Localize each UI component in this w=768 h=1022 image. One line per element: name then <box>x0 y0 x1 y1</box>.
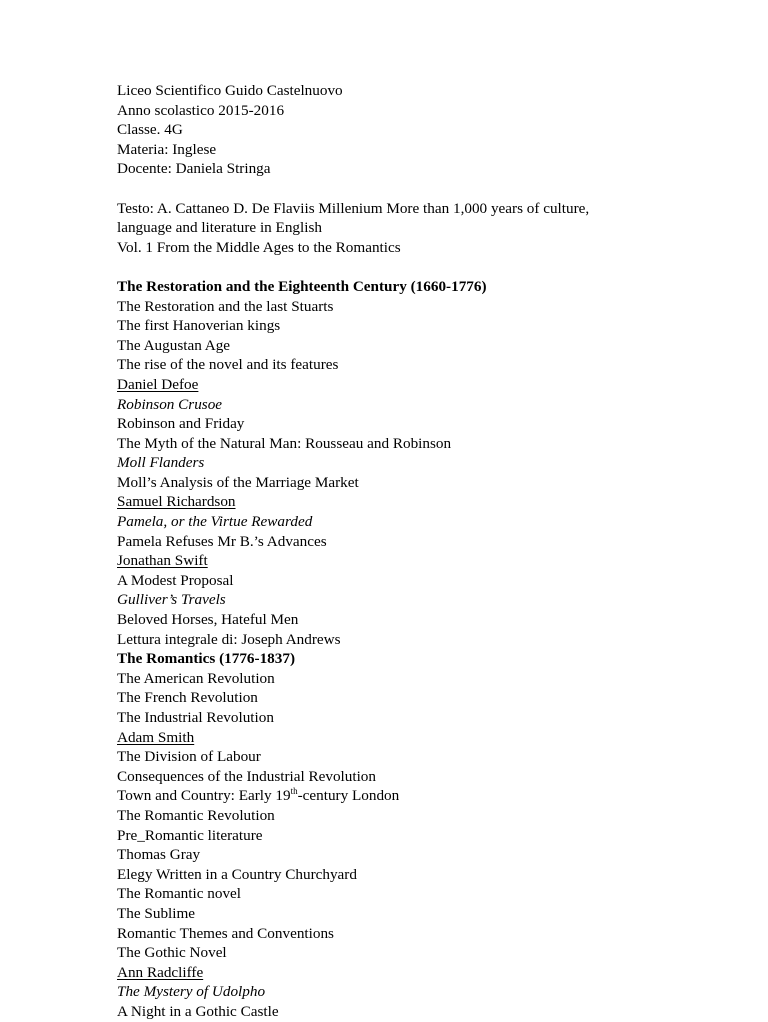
list-item: The rise of the novel and its features <box>117 356 339 374</box>
author-jonathan-swift: Jonathan Swift <box>117 552 208 570</box>
author-daniel-defoe: Daniel Defoe <box>117 375 199 393</box>
list-item: Romantic Themes and Conventions <box>117 924 334 942</box>
list-item: Moll’s Analysis of the Marriage Market <box>117 473 359 491</box>
teacher-label: Docente: Daniela Stringa <box>117 160 271 178</box>
textbook-line-3: Vol. 1 From the Middle Ages to the Romantics <box>117 238 401 256</box>
author-samuel-richardson: Samuel Richardson <box>117 493 236 511</box>
section-title-restoration: The Restoration and the Eighteenth Century (1660-1776) <box>117 277 487 295</box>
work-title: Gulliver’s Travels <box>117 591 226 609</box>
list-item: The Romantic novel <box>117 885 241 903</box>
list-item: The Augustan Age <box>117 336 231 354</box>
list-item: A Modest Proposal <box>117 571 234 589</box>
list-item: Pamela Refuses Mr B.’s Advances <box>117 532 327 550</box>
textbook-line-1: Testo: A. Cattaneo D. De Flaviis Millenium More than 1,000 years of culture, <box>117 199 590 217</box>
author-ann-radcliffe: Ann Radcliffe <box>117 963 204 981</box>
list-item: Lettura integrale di: Joseph Andrews <box>117 630 341 648</box>
list-item: The French Revolution <box>117 689 258 707</box>
list-item: Pre_Romantic literature <box>117 826 263 844</box>
school-name: Liceo Scientifico Guido Castelnuovo <box>117 82 343 99</box>
section-title-romantics: The Romantics (1776-1837) <box>117 650 296 668</box>
list-item: The first Hanoverian kings <box>117 317 281 335</box>
textbook-line-2: language and literature in English <box>117 219 322 237</box>
list-item: The Restoration and the last Stuarts <box>117 297 334 315</box>
list-item: Consequences of the Industrial Revolution <box>117 767 376 785</box>
class-label: Classe. 4G <box>117 121 183 139</box>
list-item: The Gothic Novel <box>117 944 227 962</box>
spacer <box>117 257 717 277</box>
list-item: The Myth of the Natural Man: Rousseau and Robinson <box>117 434 452 452</box>
work-title: The Mystery of Udolpho <box>117 983 266 1001</box>
work-title: Pamela, or the Virtue Rewarded <box>117 513 313 531</box>
list-item: Beloved Horses, Hateful Men <box>117 611 299 629</box>
list-item: The Division of Labour <box>117 748 261 766</box>
subject-label: Materia: Inglese <box>117 140 217 158</box>
list-item: Elegy Written in a Country Churchyard <box>117 865 357 883</box>
london-text-after: -century London <box>297 787 400 805</box>
list-item: The Sublime <box>117 904 196 922</box>
document-page <box>117 81 717 1022</box>
list-item: A Night in a Gothic Castle <box>117 1002 279 1020</box>
list-item: The Industrial Revolution <box>117 709 274 726</box>
list-item: The Romantic Revolution <box>117 806 275 824</box>
work-title: Robinson Crusoe <box>117 395 223 413</box>
london-superscript: th <box>290 786 298 797</box>
list-item: Robinson and Friday <box>117 415 245 433</box>
list-item-london <box>117 786 717 806</box>
list-item: Thomas Gray <box>117 846 201 864</box>
spacer <box>117 179 717 199</box>
school-year: Anno scolastico 2015-2016 <box>117 101 285 119</box>
work-title: Moll Flanders <box>117 454 205 472</box>
list-item: The American Revolution <box>117 669 275 687</box>
london-text-before: Town and Country: Early 19 <box>117 787 291 805</box>
author-adam-smith: Adam Smith <box>117 728 195 746</box>
